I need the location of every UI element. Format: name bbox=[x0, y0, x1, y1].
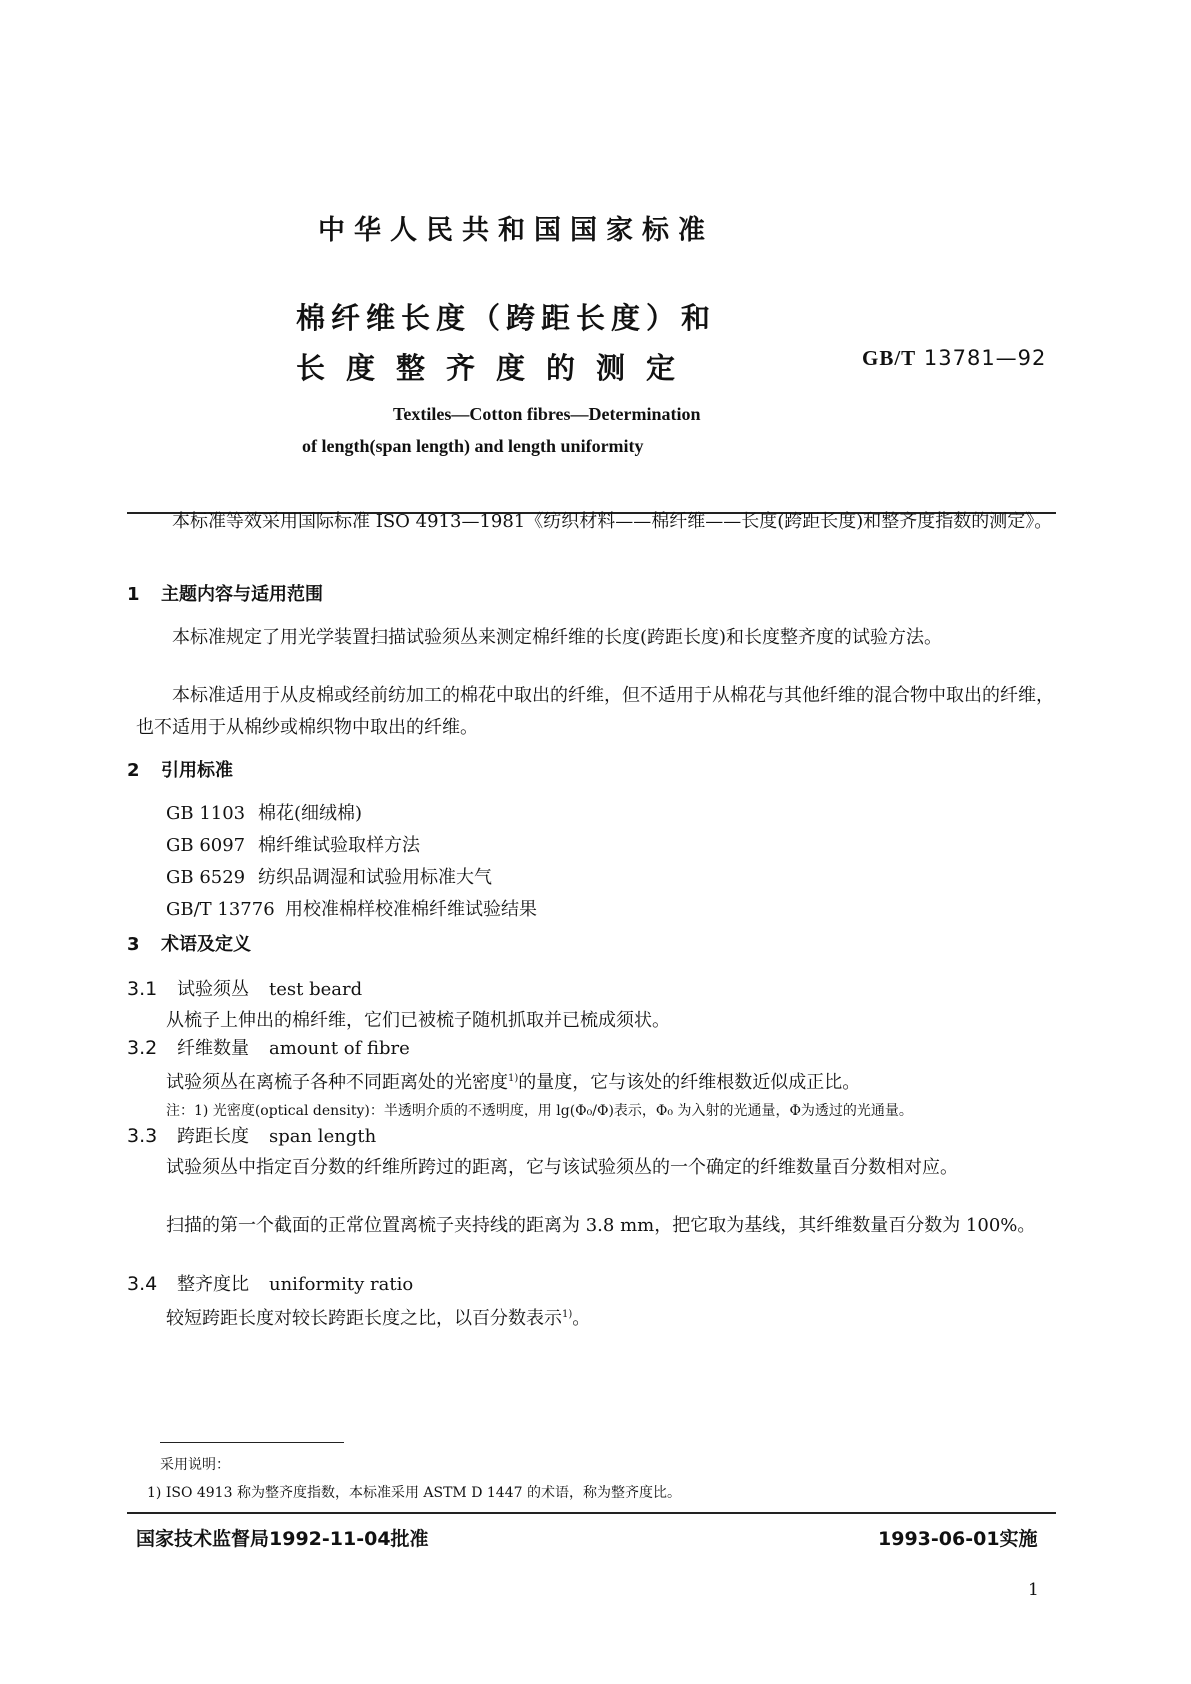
national-standard-heading: 中华人民共和国国家标准 bbox=[318, 215, 714, 246]
term-3-2-heading: 3.2 纤维数量 amount of fibre bbox=[127, 1037, 410, 1059]
intro-paragraph: 本标准等效采用国际标准 ISO 4913—1981《纺织材料——棉纤维——长度(跨距长度)和整齐度指数的测定》。 bbox=[172, 511, 1053, 532]
title-line-1: 棉纤维长度（跨距长度）和 bbox=[296, 301, 717, 335]
term-3-1-heading: 3.1 试验须丛 test beard bbox=[127, 978, 363, 1000]
english-title-line-2: of length(span length) and length uniformity bbox=[302, 436, 644, 456]
footnote-divider bbox=[160, 1442, 344, 1443]
section-3-number: 3 bbox=[127, 934, 140, 955]
section-1-title: 主题内容与适用范围 bbox=[161, 584, 323, 605]
section-1-paragraph-2: 本标准适用于从皮棉或经前纺加工的棉花中取出的纤维，但不适用于从棉花与其他纤维的混合物中取出的纤维，也不适用于从棉纱或棉织物中取出的纤维。 bbox=[136, 685, 1054, 738]
section-1-number: 1 bbox=[127, 584, 140, 605]
effective-date: 1993-06-01实施 bbox=[878, 1528, 1038, 1550]
reference-item: GB 6529 纺织品调湿和试验用标准大气 bbox=[166, 867, 492, 888]
reference-item: GB 1103 棉花(细绒棉) bbox=[166, 803, 363, 824]
page-number: 1 bbox=[1028, 1580, 1039, 1600]
term-3-4-heading: 3.4 整齐度比 uniformity ratio bbox=[127, 1273, 414, 1295]
footer-divider bbox=[127, 1512, 1056, 1514]
section-1-heading bbox=[127, 580, 323, 606]
section-3-title: 术语及定义 bbox=[161, 934, 251, 955]
standard-code-number: 13781—92 bbox=[923, 346, 1047, 370]
standard-code-prefix: GB/T bbox=[862, 346, 917, 370]
term-3-3-definition-1: 试验须丛中指定百分数的纤维所跨过的距离，它与该试验须丛的一个确定的纤维数量百分数相对应。 bbox=[166, 1157, 958, 1178]
section-3-heading bbox=[127, 930, 251, 956]
term-3-1-definition: 从梳子上伸出的棉纤维，它们已被梳子随机抓取并已梳成须状。 bbox=[166, 1010, 670, 1031]
reference-item: GB/T 13776 用校准棉样校准棉纤维试验结果 bbox=[166, 899, 537, 920]
footnote-text: 1) ISO 4913 称为整齐度指数，本标准采用 ASTM D 1447 的术语，称为整齐度比。 bbox=[147, 1485, 681, 1501]
section-2-number: 2 bbox=[127, 760, 140, 781]
section-1-paragraph-1: 本标准规定了用光学装置扫描试验须丛来测定棉纤维的长度(跨距长度)和长度整齐度的试验方法。 bbox=[172, 627, 943, 648]
term-3-2-definition: 试验须丛在离梳子各种不同距离处的光密度$^{1)}$的量度，它与该处的纤维根数近似成正比。 bbox=[166, 1072, 861, 1093]
reference-item: GB 6097 棉纤维试验取样方法 bbox=[166, 835, 420, 856]
reference-list bbox=[166, 798, 537, 926]
term-3-3-definition-2: 扫描的第一个截面的正常位置离梳子夹持线的距离为 3.8 mm，把它取为基线，其纤维数量百分数为 100%。 bbox=[166, 1215, 1036, 1236]
term-3-2-note: 注：1) 光密度(optical density)：半透明介质的不透明度，用 lg(Φ₀/Φ)表示，Φ₀ 为入射的光通量，Φ为透过的光通量。 bbox=[166, 1103, 913, 1119]
section-2-title: 引用标准 bbox=[161, 760, 233, 781]
english-title-line-1: Textiles—Cotton fibres—Determination bbox=[393, 404, 701, 424]
term-3-3-heading: 3.3 跨距长度 span length bbox=[127, 1125, 377, 1147]
footnote-label: 采用说明： bbox=[160, 1457, 230, 1473]
standard-code bbox=[862, 346, 1046, 371]
term-3-4-definition: 较短跨距长度对较长跨距长度之比，以百分数表示$^{1)}$。 bbox=[166, 1308, 591, 1329]
section-2-heading bbox=[127, 756, 233, 782]
approval-date: 国家技术监督局1992-11-04批准 bbox=[136, 1528, 429, 1550]
title-line-2: 长度整齐度的测定 bbox=[296, 351, 697, 385]
